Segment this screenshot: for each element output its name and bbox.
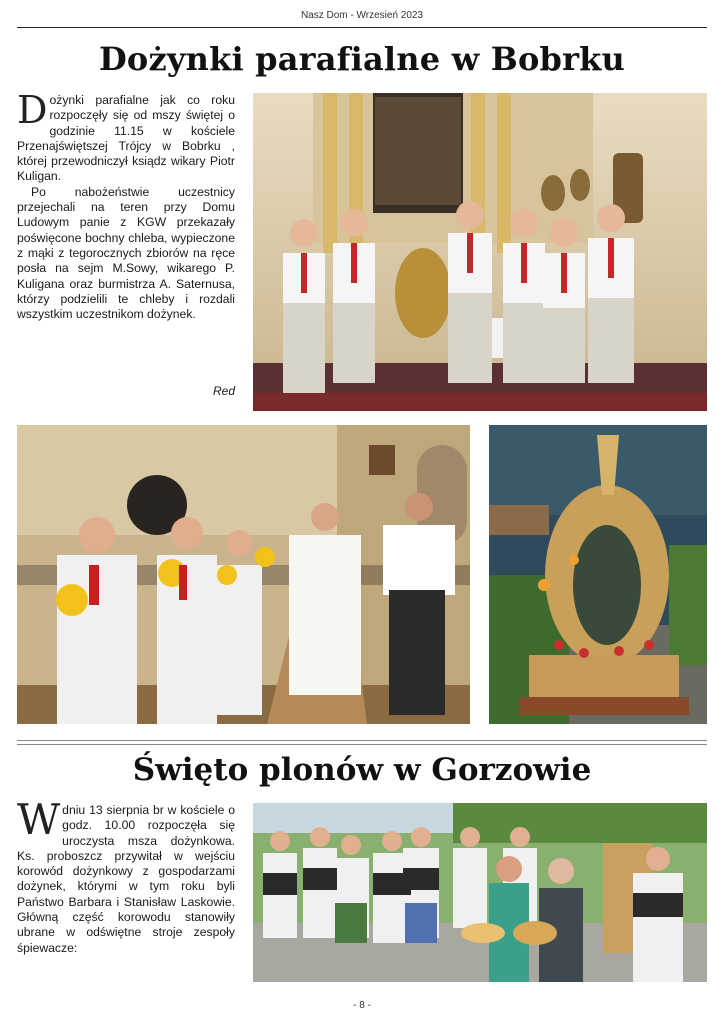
article2-p1-text: dniu 13 sierpnia br w kościele o godz. 10.00 rozpoczęła się uroczysta msza dożynkowa. Ks. proboszcz przywitał w wejściu korowód dożynkowy z gospodarzami dożynek, którymi w tym roku byli Państwo Barbara i Stanisław Laskowie. Główną część korowodu stanowiły ubrane w odświętne stroje zespoły śpiewacze: [17,803,235,955]
photo-outdoor-procession [253,803,707,982]
page-number: - 8 - [353,1000,371,1011]
page-header: Nasz Dom - Wrzesień 2023 [300,10,424,21]
photo-harvest-wreath [489,425,707,724]
article1-dropcap: D [17,88,48,132]
article1-title: Dożynki parafialne w Bobrku [98,40,626,78]
photo-outdoor-procession-image [253,803,707,982]
photo-women-in-church-image [253,93,707,411]
photo-procession-in-church [17,425,470,724]
article1-signature: Red [212,384,235,398]
article1-p1-text: ożynki parafialne jak co roku rozpoczęły się od mszy świętej o godzinie 11.15 w kościele Przenajświętszej Trójcy w Bobrku , której przewodniczył ksiądz wikary Piotr Kuligan. [17,93,235,184]
photo-women-in-church [253,93,707,411]
article1-paragraph-1 [17,88,235,185]
article2-dropcap: W [17,795,61,844]
photo-procession-in-church-image [17,425,470,724]
header-rule [17,27,707,28]
photo-harvest-wreath-image [489,425,707,724]
article2-paragraph-1 [17,795,235,956]
article1-paragraph-2: Po nabożeństwie uczestnicy przejechali na teren przy Domu Ludowym panie z KGW przekazały poświęcone bochny chleba, wypieczone z mąki z tegorocznych zbiorów na ręce posła na sejm M.Sowy, wikarego P. Kuligana oraz burmistrza A. Saternusa, którzy podzielili te chleby i rozdali wszystkim uczestnikom dożynek. [17,184,235,322]
article1-body [17,88,235,322]
article2-body [17,795,235,956]
section-separator [17,740,707,745]
article2-title: Święto plonów w Gorzowie [132,752,592,788]
